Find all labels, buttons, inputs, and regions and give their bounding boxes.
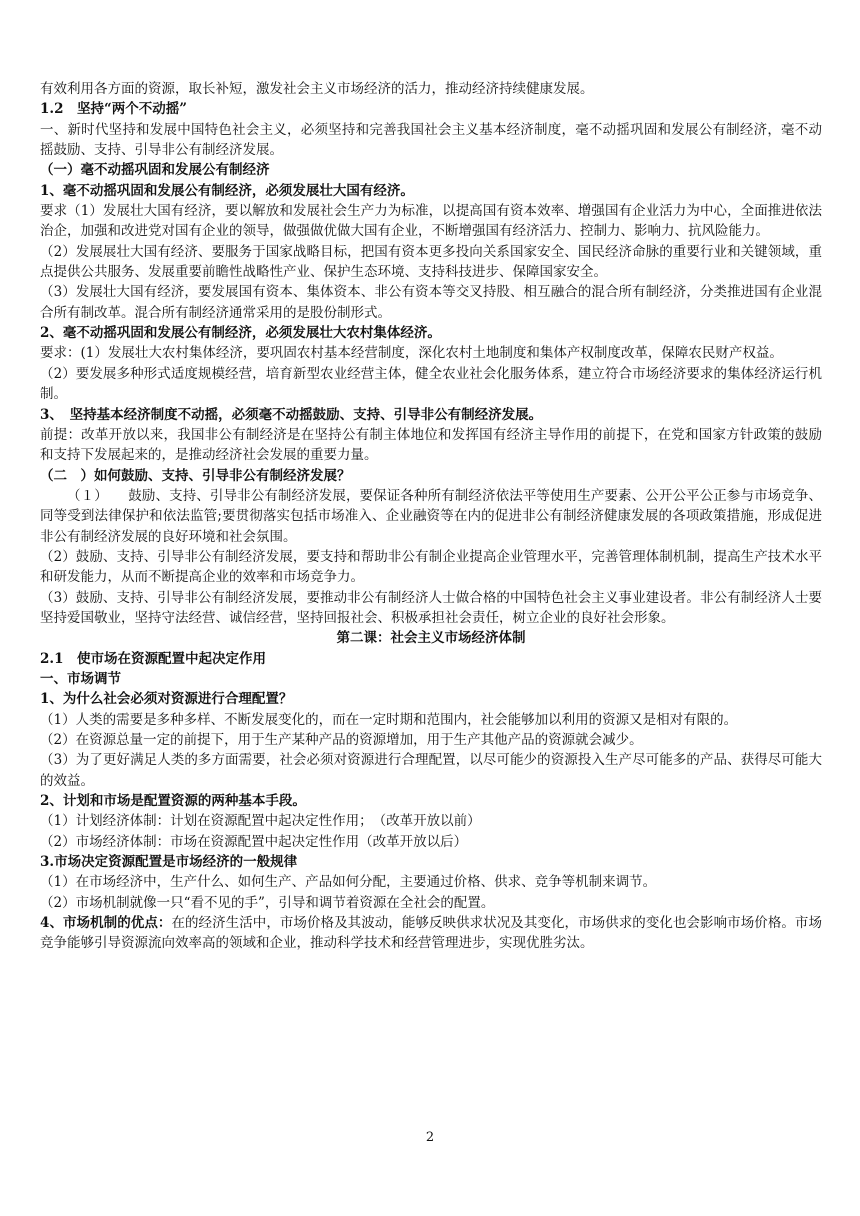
paragraph: （一）毫不动摇巩固和发展公有制经济 (40, 162, 270, 179)
paragraph: 要求：(1）发展壮大农村集体经济，要巩固农村基本经营制度，深化农村土地制度和集体产权制度改革，保障农民财产权益。 (40, 345, 783, 362)
paragraph: （3）鼓励、支持、引导非公有制经济发展，要推动非公有制经济人士做合格的中国特色社会主义事业建设者。非公有制经济人士要坚持爱国敬业，坚持守法经营、诚信经营，坚持回报社会、积极承担社会责任，树立企业的良好社会形象。 (40, 589, 822, 626)
paragraph: （2）发展展壮大国有经济、要服务于国家战略目标，把国有资本更多投向关系国家安全、国民经济命脉的重要行业和关键领域，重点提供公共服务、发展重要前瞻性战略性产业、保护生态环境、支持科技进步、保障国家安全。 (40, 243, 822, 281)
paragraph: （2）鼓励、支持、引导非公有制经济发展，要支持和帮助非公有制企业提高企业管理水平，完善管理体制机制，提高生产技术水平和研发能力，从而不断提高企业的效率和市场竞争力。 (40, 548, 822, 586)
paragraph: （2）要发展多种形式适度规模经营，培育新型农业经营主体，健全农业社会化服务体系，建立符合市场经济要求的集体经济运行机制。 (40, 365, 822, 403)
paragraph: 一、新时代坚持和发展中国特色社会主义，必须坚持和完善我国社会主义基本经济制度，毫不动摇巩固和发展公有制经济，毫不动摇鼓励、支持、引导非公有制经济发展。 (40, 121, 822, 159)
paragraph: （3）发展壮大国有经济，要发展国有资本、集体资本、非公有资本等交叉持股、相互融合的混合所有制经济，分类推进国有企业混合所有制改革。混合所有制经济通常采用的是股份制形式。 (40, 284, 822, 321)
paragraph: 3、 坚持基本经济制度不动摇，必须毫不动摇鼓励、支持、引导非公有制经济发展。 (40, 406, 543, 423)
paragraph: （1）计划经济体制：计划在资源配置中起决定性作用； （改革开放以前） (40, 813, 481, 830)
paragraph: （2）市场机制就像一只“看不见的手”，引导和调节着资源在全社会的配置。 (40, 894, 495, 911)
paragraph: （3）为了更好满足人类的多方面需要，社会必须对资源进行合理配置，以尽可能少的资源投入生产尽可能多的产品、获得尽可能大的效益。 (40, 752, 822, 789)
paragraph: 2.1 使市场在资源配置中起决定作用 (40, 650, 266, 667)
paragraph: （1）人类的需要是多种多样、不断发展变化的，而在一定时期和范围内，社会能够加以利用的资源又是相对有限的。 (40, 711, 738, 728)
paragraph: 1、为什么社会必须对资源进行合理配置？ (40, 691, 293, 708)
paragraph: （2）市场经济体制：市场在资源配置中起决定性作用（改革开放以后） (40, 833, 468, 850)
page-number: 2 (425, 1130, 435, 1145)
paragraph: （1）在市场经济中，生产什么、如何生产、产品如何分配，主要通过价格、供求、竞争等机制来调节。 (40, 874, 657, 891)
document-body (40, 79, 822, 913)
paragraph: （１） 鼓励、支持、引导非公有制经济发展，要保证各种所有制经济依法平等使用生产要素、公开公平公正参与市场竞争、同等受到法律保护和依法监管;要贯彻落实包括市场准入、企业融资等在内的促进非公有制经济健康发展的各项政策措施，形成促进非公有制经济发展的良好环境和社会氛围。 (40, 487, 822, 545)
paragraph: （2）在资源总量一定的前提下，用于生产某种产品的资源增加，用于生产其他产品的资源就会减少。 (40, 732, 643, 748)
paragraph: 有效利用各方面的资源，取长补短，激发社会主义市场经济的活力，推动经济持续健康发展。 (40, 81, 594, 97)
paragraph: 前提：改革开放以来，我国非公有制经济是在坚持公有制主体地位和发挥国有经济主导作用的前提下，在党和国家方针政策的鼓励和支持下发展起来的，是推动经济社会发展的重要力量。 (40, 426, 822, 464)
paragraph: 第二课：社会主义市场经济体制 (336, 630, 526, 647)
paragraph: 1、毫不动摇巩固和发展公有制经济，必须发展壮大国有经济。 (40, 182, 414, 199)
paragraph: （二 ）如何鼓励、支持、引导非公有制经济发展？ (40, 467, 351, 484)
market-advantages-heading: 4、市场机制的优点： (40, 915, 172, 931)
paragraph: 2、毫不动摇巩固和发展公有制经济，必须发展壮大农村集体经济。 (40, 325, 441, 342)
paragraph: 1.2 坚持“两个不动摇” (40, 101, 188, 118)
paragraph: 3.市场决定资源配置是市场经济的一般规律 (40, 854, 298, 871)
market-advantages-text: 在的经济生活中，市场价格及其波动，能够反映供求状况及其变化，市场供求的变化也会影响市场价格。市场竞争能够引导资源流向效率高的领域和企业，推动科学技术和经营管理进步，实现优胜劣汰。 (40, 915, 822, 952)
paragraph: 一、市场调节 (40, 670, 121, 687)
paragraph-market-advantages (40, 913, 822, 954)
paragraph: 要求（1）发展壮大国有经济，要以解放和发展社会生产力为标准，以提高国有资本效率、增强国有企业活力为中心，全面推进依法治企，加强和改进党对国有企业的领导，做强做优做大国有企业，不断增强国有经济活力、控制力、影响力、抗风险能力。 (40, 203, 822, 240)
paragraph: 2、计划和市场是配置资源的两种基本手段。 (40, 793, 306, 810)
